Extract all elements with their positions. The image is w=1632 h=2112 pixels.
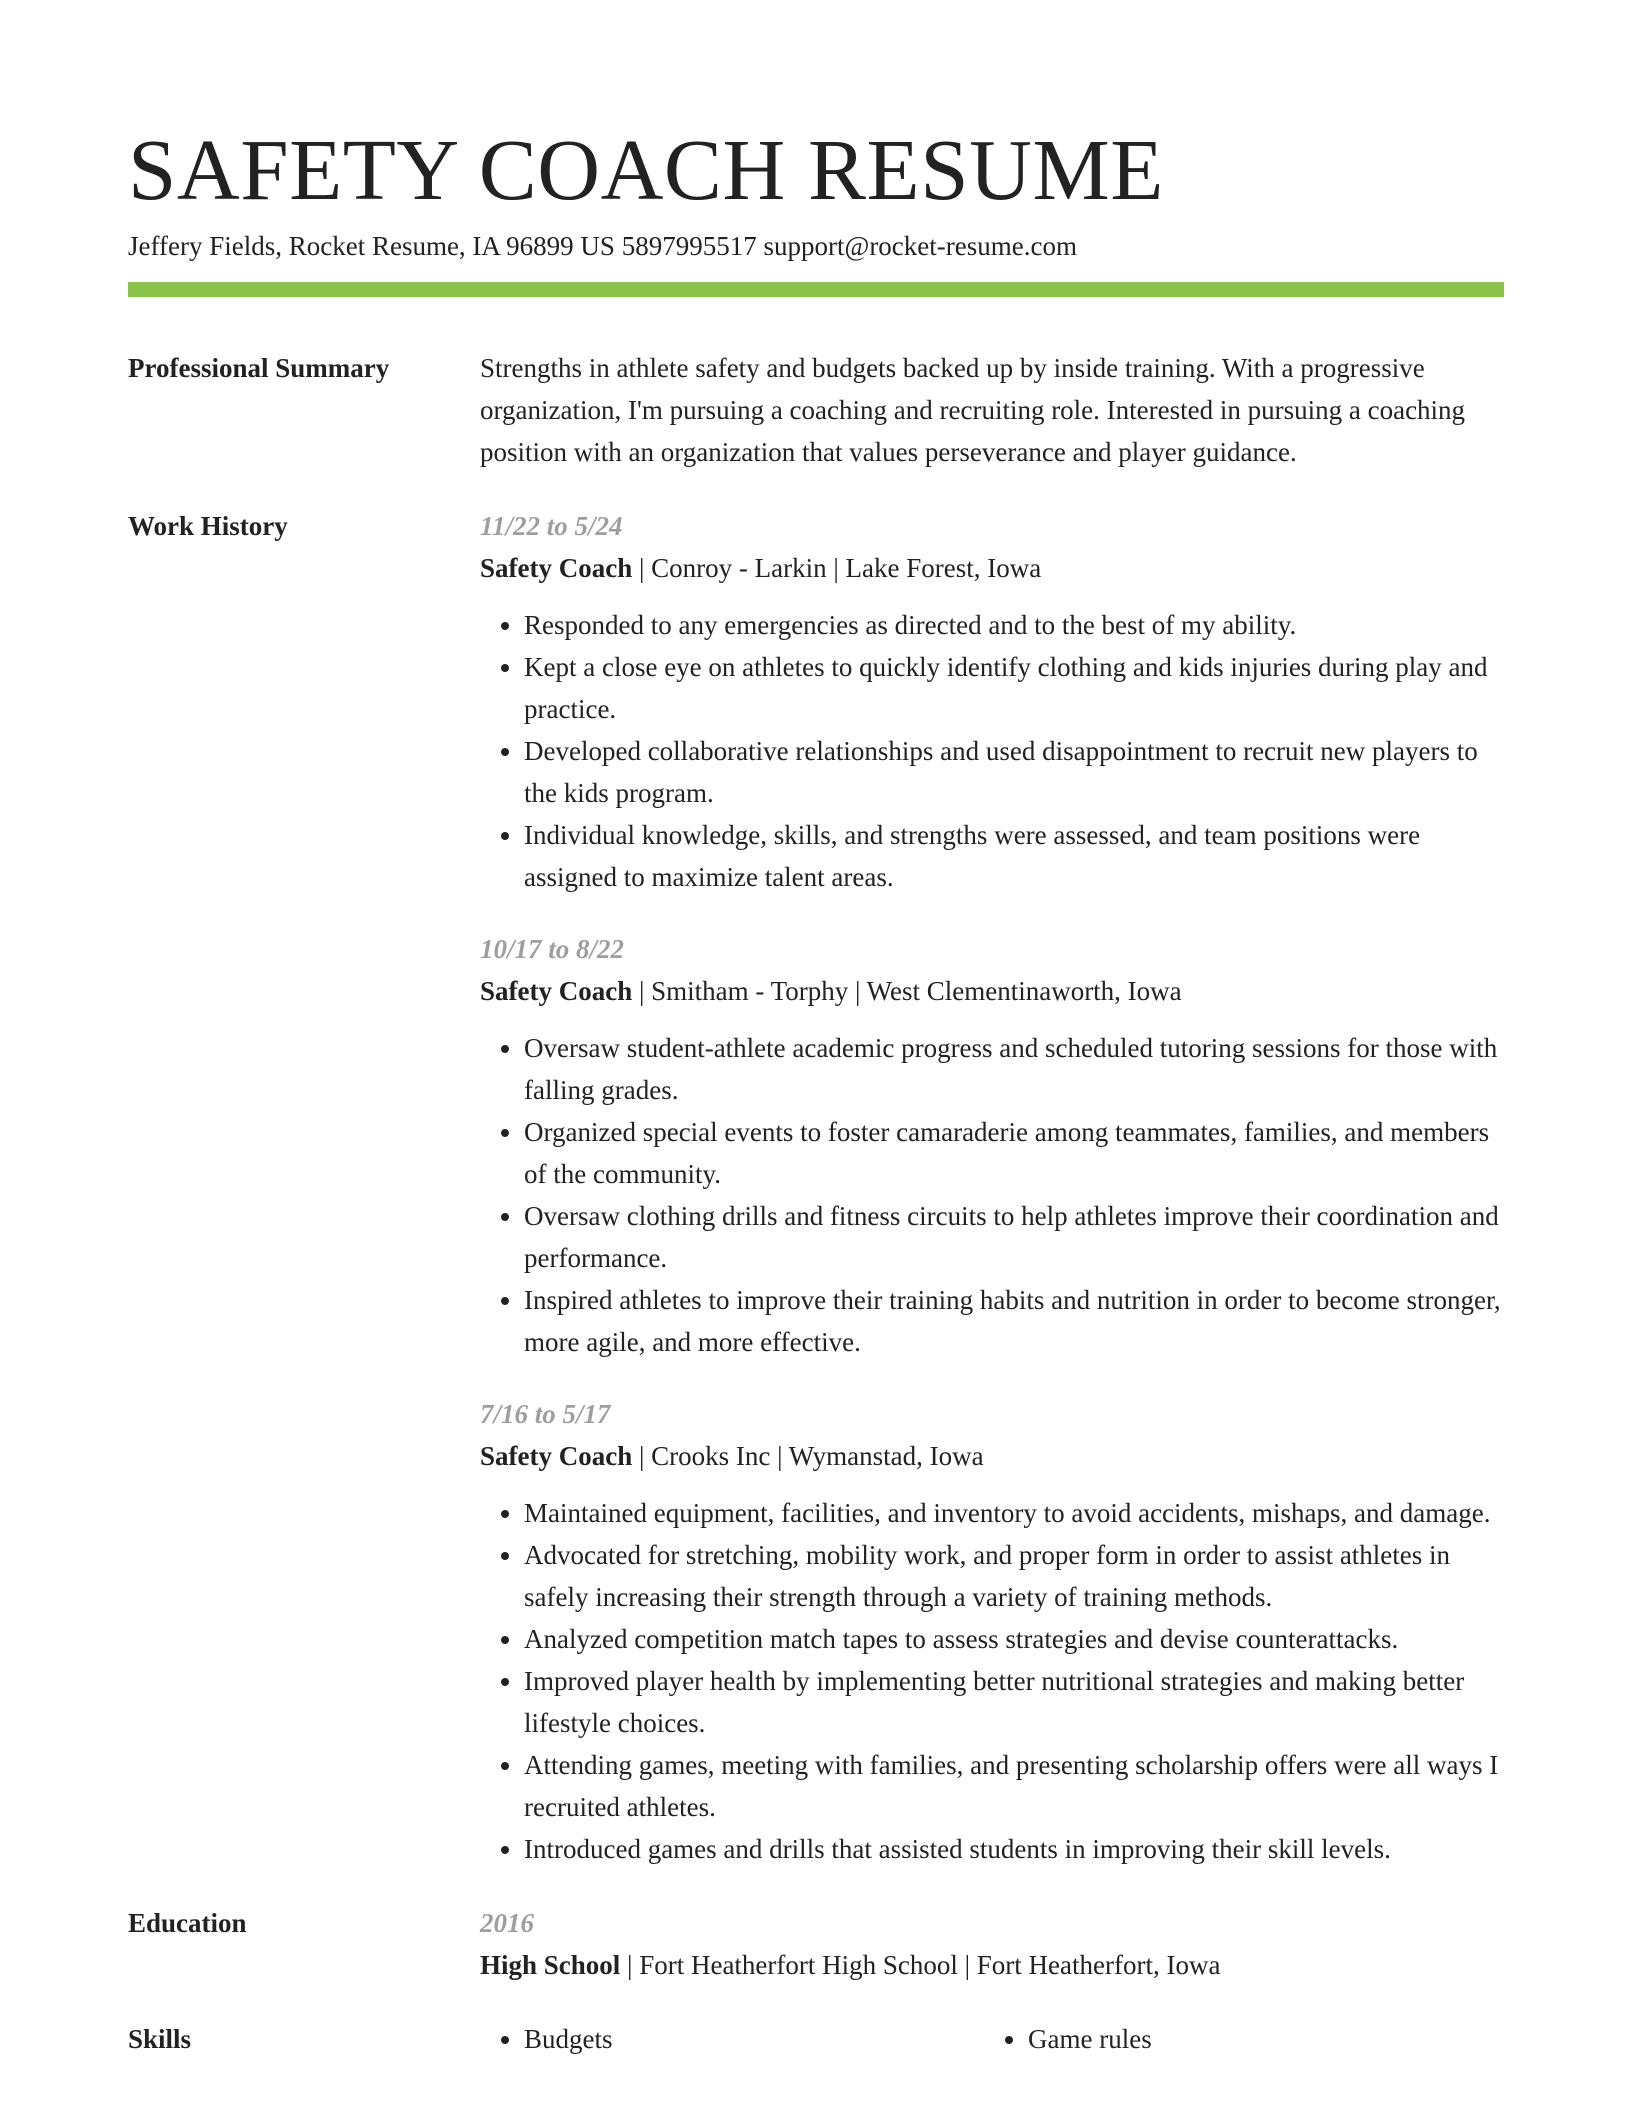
job-bullets <box>480 1027 1504 1363</box>
skills-body <box>480 2018 1504 2060</box>
education-body <box>480 1902 1504 1986</box>
skills-list-right <box>984 2018 1488 2060</box>
education-label: Education <box>128 1908 247 1938</box>
list-item: • Maintained equipment, facilities, and inventory to avoid accidents, mishaps, and damage. <box>524 1492 1504 1534</box>
job-entry <box>480 505 1504 898</box>
list-item: • Analyzed competition match tapes to assess strategies and devise counterattacks. <box>524 1618 1504 1660</box>
skills-section <box>128 2018 1504 2060</box>
resume-title: SAFETY COACH RESUME <box>128 121 1164 218</box>
list-item: • Improved player health by implementing better nutritional strategies and making better lifestyle choices. <box>524 1660 1504 1744</box>
list-item: • Game rules <box>1028 2018 1488 2060</box>
list-item: • Oversaw clothing drills and fitness circuits to help athletes improve their coordination and performance. <box>524 1195 1504 1279</box>
job-bullets <box>480 604 1504 898</box>
list-item: • Responded to any emergencies as directed and to the best of my ability. <box>524 604 1504 646</box>
job-date: 11/22 to 5/24 <box>480 511 623 541</box>
resume-page <box>128 0 1504 2060</box>
job-entry <box>480 1393 1504 1870</box>
summary-label: Professional Summary <box>128 353 390 383</box>
work-history-section <box>128 505 1504 1870</box>
list-item: • Budgets <box>524 2018 984 2060</box>
job-date: 7/16 to 5/17 <box>480 1399 611 1429</box>
job-entry <box>480 928 1504 1363</box>
skills-label: Skills <box>128 2024 192 2054</box>
job-date: 10/17 to 8/22 <box>480 934 625 964</box>
education-degree: High School <box>480 1950 621 1980</box>
list-item: • Developed collaborative relationships and used disappointment to recruit new players to the kids program. <box>524 730 1504 814</box>
header-divider <box>128 282 1504 297</box>
list-item: • Advocated for stretching, mobility work, and proper form in order to assist athletes in safely increasing their strength through a variety of training methods. <box>524 1534 1504 1618</box>
job-title: Safety Coach <box>480 1441 633 1471</box>
job-details: | Conroy - Larkin | Lake Forest, Iowa <box>632 553 1042 583</box>
list-item: • Introduced games and drills that assisted students in improving their skill levels. <box>524 1828 1504 1870</box>
education-date: 2016 <box>480 1908 534 1938</box>
job-heading <box>480 1435 1504 1477</box>
summary-section <box>128 347 1504 473</box>
job-title: Safety Coach <box>480 553 633 583</box>
job-title: Safety Coach <box>480 976 633 1006</box>
contact-info: Jeffery Fields, Rocket Resume, IA 96899 US 5897995517 support@rocket-resume.com <box>128 231 1077 261</box>
work-history-body <box>480 505 1504 1870</box>
skills-list-left <box>480 2018 984 2060</box>
skills-grid <box>480 2018 1504 2060</box>
list-item: • Oversaw student-athlete academic progress and scheduled tutoring sessions for those with falling grades. <box>524 1027 1504 1111</box>
list-item: • Individual knowledge, skills, and strengths were assessed, and team positions were assigned to maximize talent areas. <box>524 814 1504 898</box>
job-heading <box>480 970 1504 1012</box>
list-item: • Kept a close eye on athletes to quickly identify clothing and kids injuries during play and practice. <box>524 646 1504 730</box>
education-details: | Fort Heatherfort High School | Fort Heatherfort, Iowa <box>620 1950 1221 1980</box>
list-item: • Inspired athletes to improve their training habits and nutrition in order to become stronger, more agile, and more effective. <box>524 1279 1504 1363</box>
education-section <box>128 1902 1504 1986</box>
education-heading <box>480 1944 1504 1986</box>
job-details: | Smitham - Torphy | West Clementinaworth, Iowa <box>632 976 1182 1006</box>
job-details: | Crooks Inc | Wymanstad, Iowa <box>632 1441 984 1471</box>
job-heading <box>480 547 1504 589</box>
summary-text: Strengths in athlete safety and budgets backed up by inside training. With a progressive organization, I'm pursuing a coaching and recruiting role. Interested in pursuing a coaching position with an organization that values perseverance and player guidance. <box>480 353 1466 467</box>
work-history-label: Work History <box>128 511 288 541</box>
list-item: • Attending games, meeting with families, and presenting scholarship offers were all ways I recruited athletes. <box>524 1744 1504 1828</box>
list-item: • Organized special events to foster camaraderie among teammates, families, and members of the community. <box>524 1111 1504 1195</box>
job-bullets <box>480 1492 1504 1870</box>
